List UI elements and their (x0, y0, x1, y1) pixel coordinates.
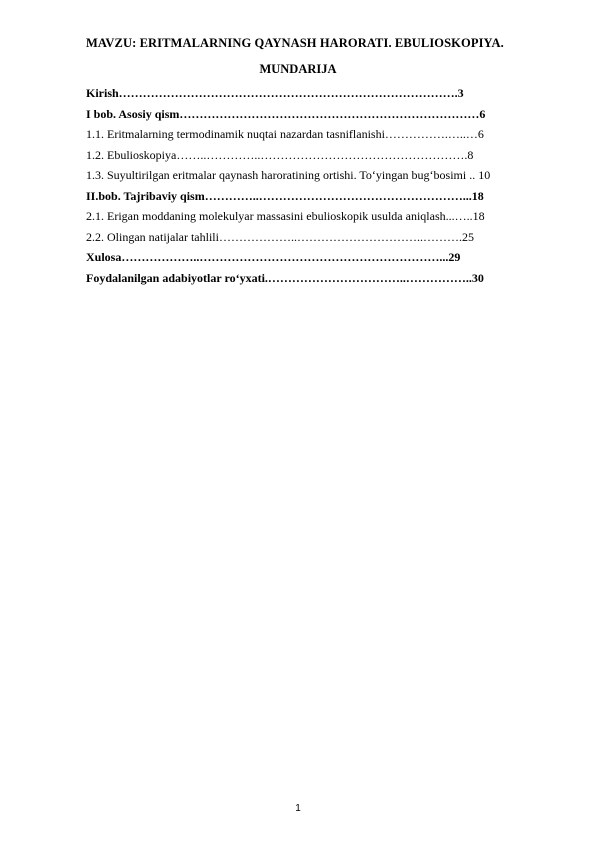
toc-entry-chapter-2: II.bob. Tajribaviy qism…………..……………………………………………...18 (86, 188, 484, 203)
toc-entry-kirish: Kirish………………………………………………………………………….3 (86, 86, 464, 100)
toc-entry-xulosa: Xulosa………………..……………………………………………………...29 (86, 250, 461, 264)
toc-entry-section-2-2: 2.2. Olingan natijalar tahlili………………..…………………………..……….25 (86, 229, 474, 244)
page-number: 1 (295, 803, 301, 814)
toc-entry-references: Foydalanilgan adabiyotlar ro‘yxati.……………………………..……………..30 (86, 270, 484, 285)
document-title: MAVZU: ERITMALARNING QAYNASH HARORATI. EBULIOSKOPIYA. (86, 36, 504, 50)
toc-entry-chapter-1: I bob. Asosiy qism…………………………………………………………………6 (86, 106, 486, 121)
table-of-contents (86, 83, 558, 288)
toc-entry-section-2-1: 2.1. Erigan moddaning molekulyar massasini ebulioskopik usulda aniqlash...…..18 (86, 209, 485, 223)
toc-heading: MUNDARIJA (259, 62, 337, 76)
toc-entry-section-1-2: 1.2. Ebulioskopiya……..…………..…………………………………………….8 (86, 147, 474, 162)
toc-entry-section-1-3: 1.3. Suyultirilgan eritmalar qaynash haroratining ortishi. To‘yingan bug‘bosimi .. 10 (86, 168, 491, 182)
toc-entry-section-1-1: 1.1. Eritmalarning termodinamik nuqtai nazardan tasniflanishi…………….…..…6 (86, 127, 484, 141)
